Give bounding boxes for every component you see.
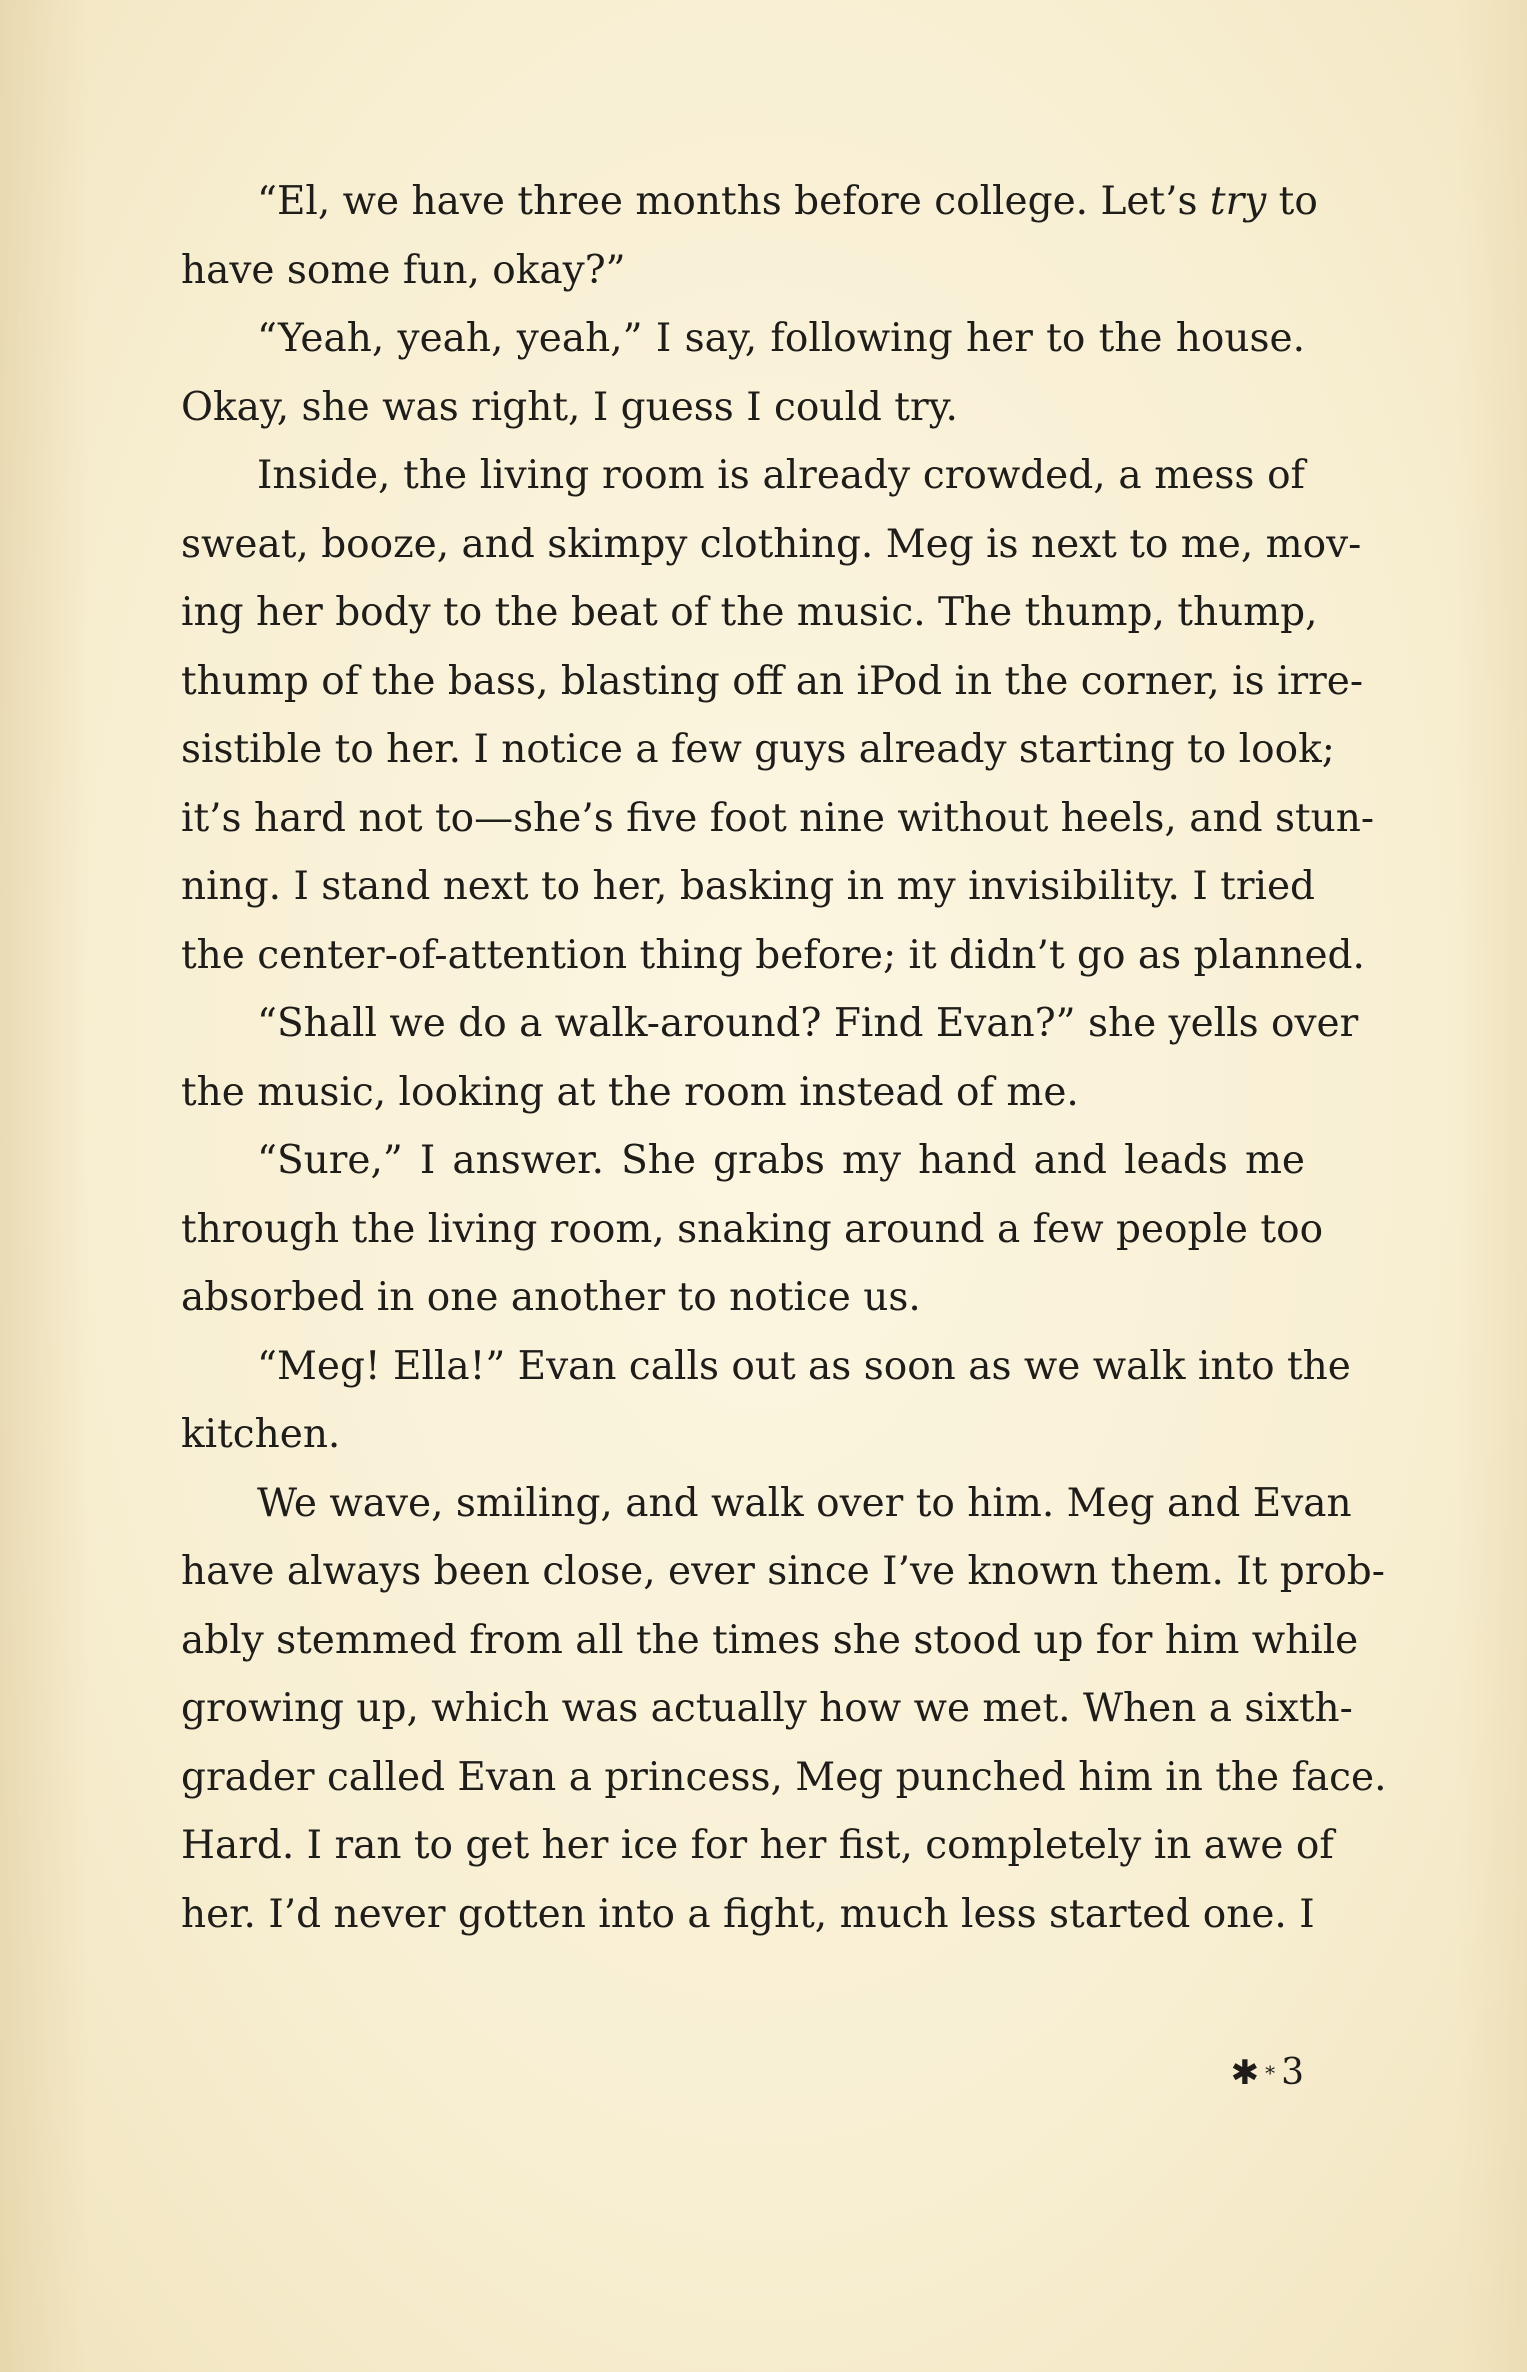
text-line: “Sure,” I answer. She grabs my hand and leads me <box>257 1138 1305 1183</box>
text-line: grader called Evan a princess, Meg punched him in the face. <box>181 1754 1387 1800</box>
text-line: thump of the bass, blasting off an iPod in the corner, is irre- <box>181 658 1363 704</box>
text-line: through the living room, snaking around a few people too <box>181 1206 1324 1252</box>
text-line: sweat, booze, and skimpy clothing. Meg is next to me, mov- <box>181 521 1362 567</box>
page-edge-shadow-left <box>0 0 90 2372</box>
text-line: have some fun, okay?” <box>181 247 626 293</box>
text-line: the music, looking at the room instead of me. <box>181 1069 1079 1115</box>
text-line: sistible to her. I notice a few guys already starting to look; <box>181 727 1335 772</box>
page-edge-shadow-right <box>1457 0 1527 2372</box>
text-line: her. I’d never gotten into a fight, much less started one. I <box>181 1891 1315 1937</box>
body-text <box>181 168 1387 1949</box>
text-line: absorbed in one another to notice us. <box>181 1275 921 1320</box>
text-line: have always been close, ever since I’ve known them. It prob- <box>181 1549 1385 1594</box>
text-line: We wave, smiling, and walk over to him. Meg and Evan <box>257 1480 1352 1526</box>
text-line: Inside, the living room is already crowded, a mess of <box>257 453 1305 498</box>
text-line: Okay, she was right, I guess I could try. <box>181 384 958 430</box>
text-line: ning. I stand next to her, basking in my invisibility. I tried <box>181 864 1315 909</box>
small-star-icon: * <box>1265 2060 1276 2085</box>
text-line: ing her body to the beat of the music. The thump, thump, <box>181 590 1318 635</box>
text-line: Hard. I ran to get her ice for her fist, completely in awe of <box>181 1823 1334 1868</box>
text-line: ably stemmed from all the times she stood up for him while <box>181 1617 1359 1663</box>
text-line: “Shall we do a walk-around? Find Evan?” she yells over <box>257 1001 1359 1046</box>
text-line: it’s hard not to—she’s five foot nine without heels, and stun- <box>181 795 1375 841</box>
star-icon: ✱ <box>1230 2052 1260 2093</box>
text-line: growing up, which was actually how we met. When a sixth- <box>181 1686 1353 1731</box>
page-number: 3 <box>1281 2052 1304 2093</box>
text-line: “Meg! Ella!” Evan calls out as soon as we walk into the <box>257 1343 1351 1389</box>
text-line: “Yeah, yeah, yeah,” I say, following her to the house. <box>257 316 1305 361</box>
text-line: kitchen. <box>181 1412 341 1457</box>
page-folio <box>1231 2052 1304 2093</box>
text-line: “El, we have three months before college. Let’s try to <box>257 179 1318 224</box>
text-line: the center-of-attention thing before; it didn’t go as planned. <box>181 932 1365 978</box>
